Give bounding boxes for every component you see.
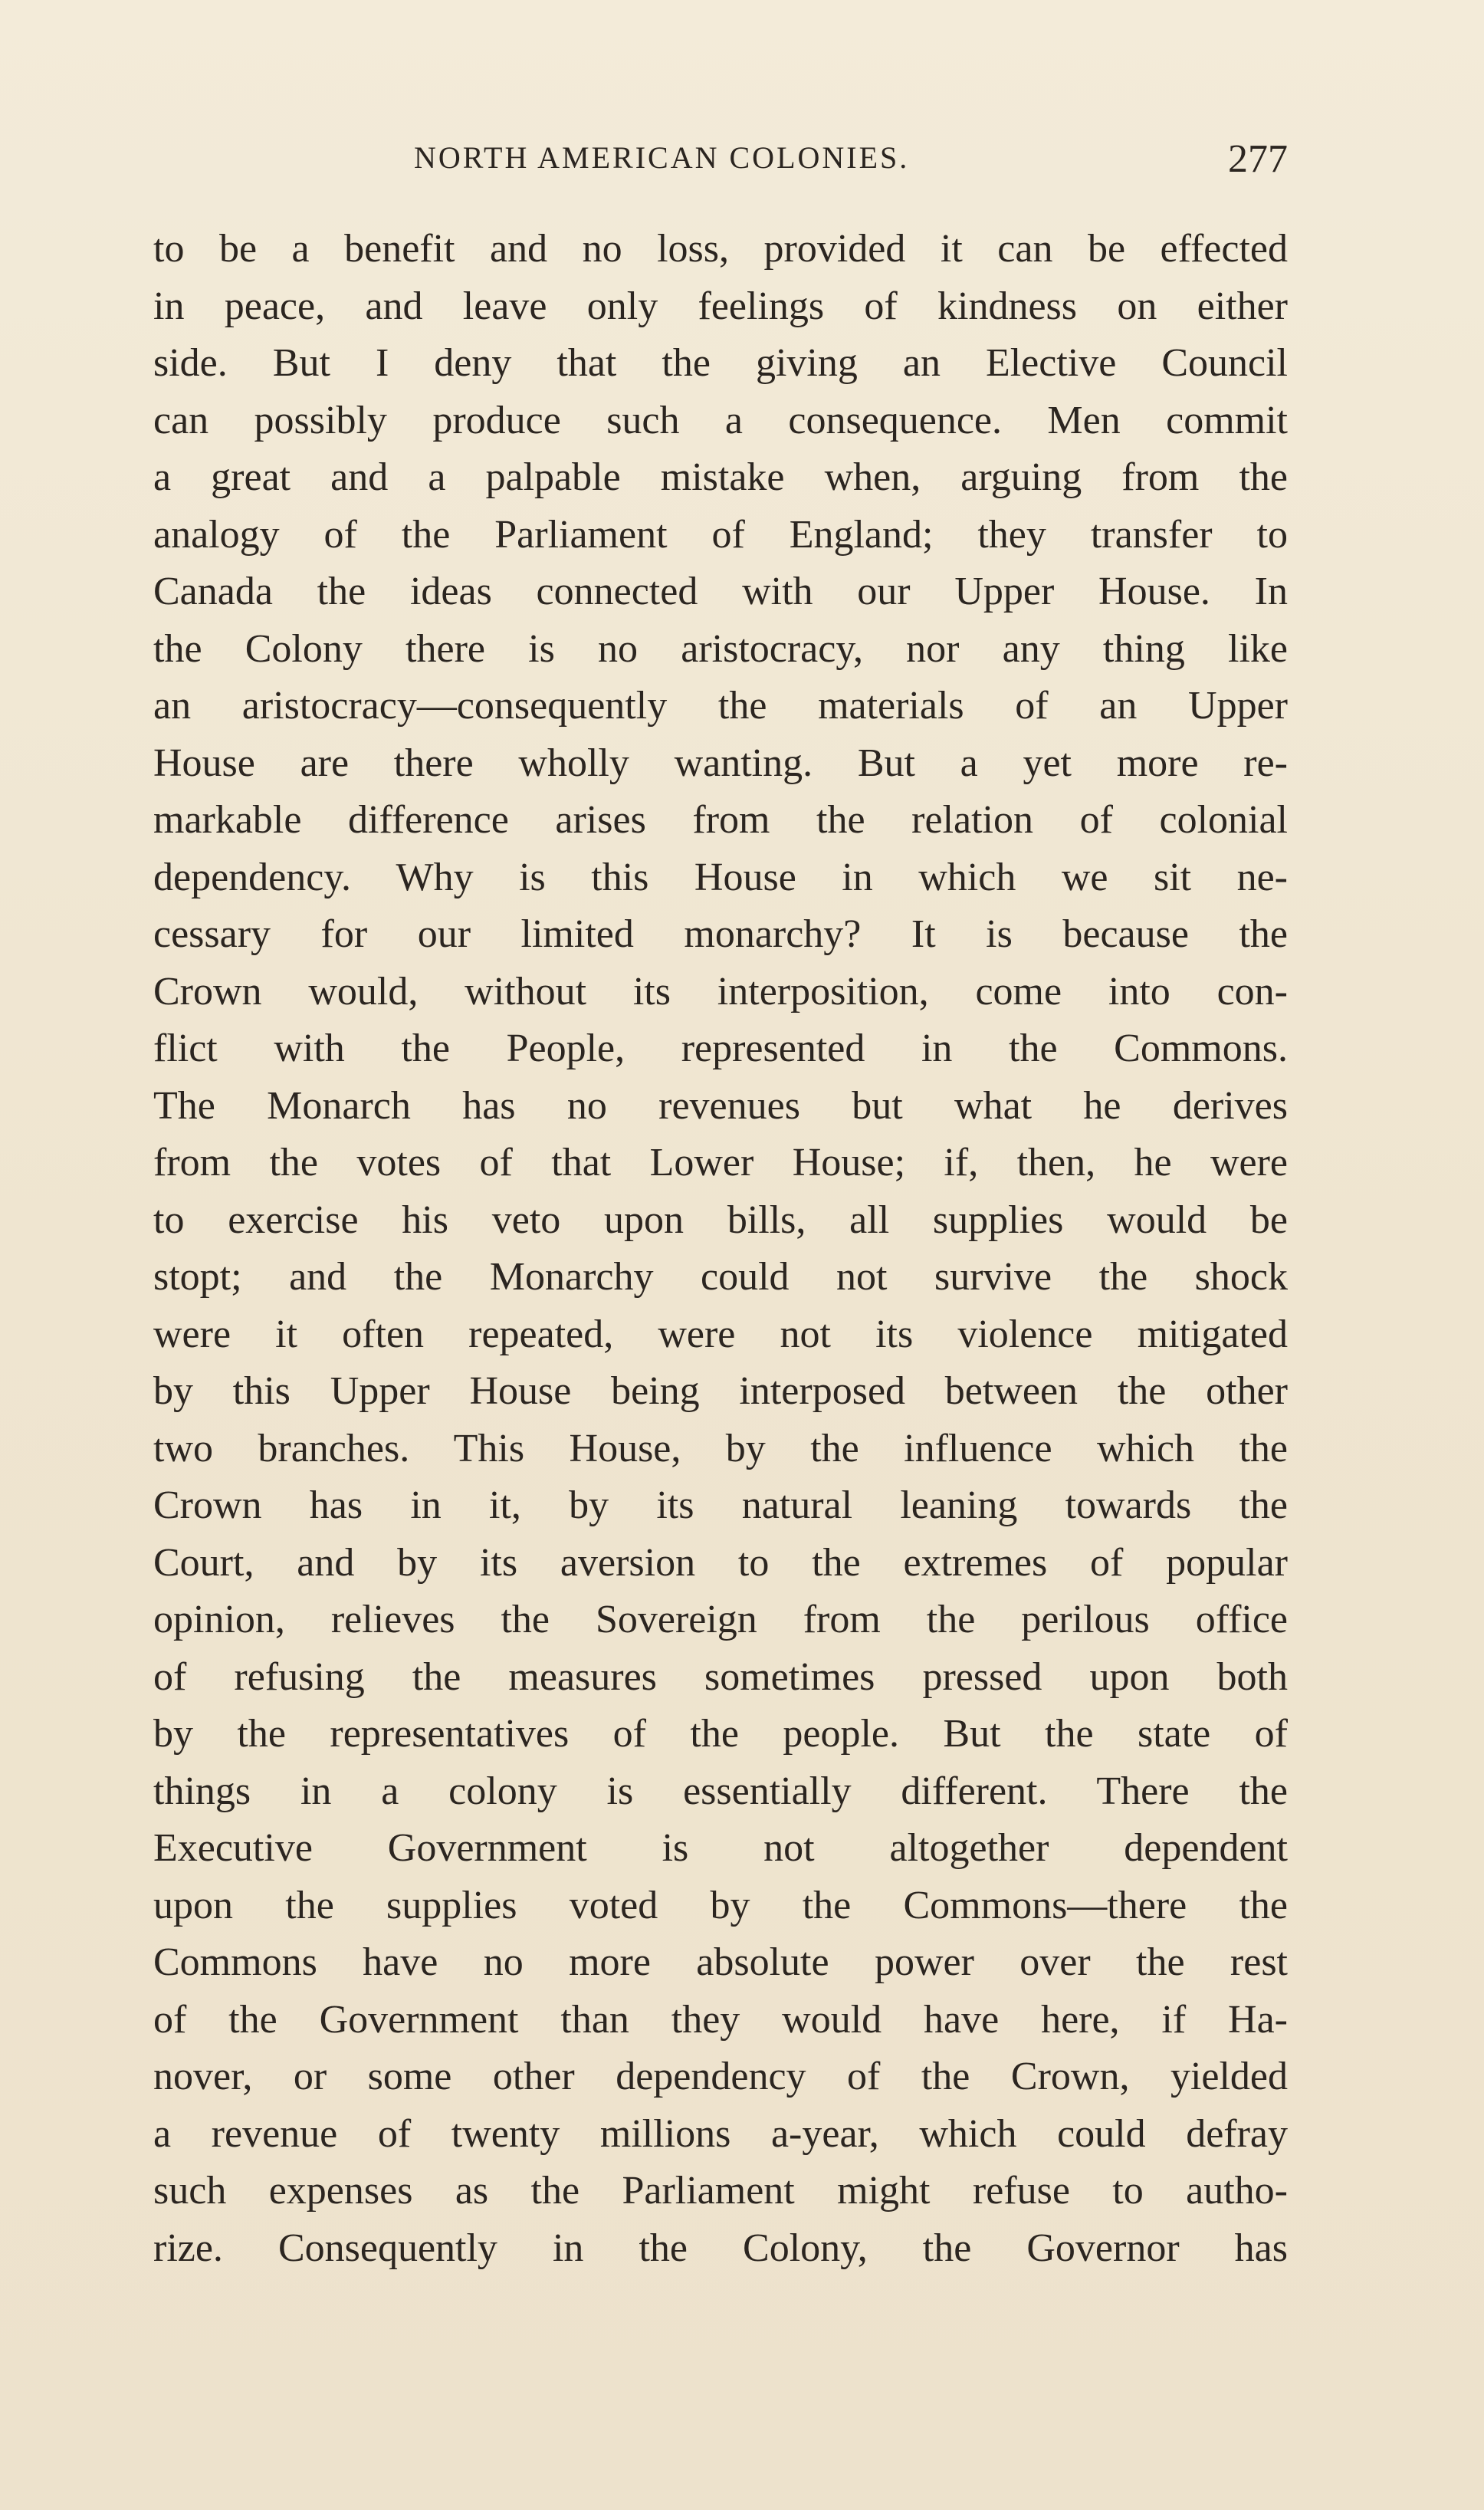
text-line: of refusing the measures sometimes pressed upon both xyxy=(153,1654,1288,1699)
text-line: rize. Consequently in the Colony, the Governor has xyxy=(153,2226,1288,2270)
text-line: Crown would, without its interposition, come into con- xyxy=(153,969,1288,1014)
text-line: an aristocracy—consequently the materials of an Upper xyxy=(153,684,1288,728)
text-line: by the representatives of the people. But the state of xyxy=(153,1712,1288,1756)
text-line: cessary for our limited monarchy? It is because the xyxy=(153,912,1288,956)
text-line: flict with the People, represented in the Commons. xyxy=(153,1027,1288,1070)
page-header xyxy=(153,137,1288,201)
text-line: were it often repeated, were not its violence mitigated xyxy=(153,1312,1288,1356)
text-line: upon the supplies voted by the Commons—there the xyxy=(153,1883,1288,1927)
text-line: the Colony there is no aristocracy, nor any thing like xyxy=(153,626,1288,671)
text-line: side. But I deny that the giving an Elective Council xyxy=(153,341,1288,385)
text-line: from the votes of that Lower House; if, then, he were xyxy=(153,1141,1288,1184)
text-line: opinion, relieves the Sovereign from the perilous office xyxy=(153,1598,1288,1641)
text-line: markable difference arises from the relation of colonial xyxy=(153,798,1288,842)
text-line: a great and a palpable mistake when, arguing from the xyxy=(153,455,1288,499)
text-line: nover, or some other dependency of the Crown, yielded xyxy=(153,2055,1288,2098)
text-line: such expenses as the Parliament might refuse to autho- xyxy=(153,2169,1288,2213)
text-line: in peace, and leave only feelings of kindness on either xyxy=(153,284,1288,328)
text-line: of the Government than they would have here, if Ha- xyxy=(153,1997,1288,2042)
page-number: 277 xyxy=(1228,137,1288,181)
running-head: NORTH AMERICAN COLONIES. xyxy=(414,140,910,175)
text-line: Executive Government is not altogether dependent xyxy=(153,1826,1288,1870)
text-line: House are there wholly wanting. But a yet more re- xyxy=(153,741,1288,785)
text-line: dependency. Why is this House in which we sit ne- xyxy=(153,855,1288,899)
text-line: The Monarch has no revenues but what he derives xyxy=(153,1083,1288,1128)
text-line: Court, and by its aversion to the extremes of popular xyxy=(153,1540,1288,1585)
text-line: Canada the ideas connected with our Upper House. In xyxy=(153,570,1288,613)
text-line: things in a colony is essentially different. There the xyxy=(153,1769,1288,1813)
text-line: to be a benefit and no loss, provided it can be effected xyxy=(153,227,1288,271)
text-line: a revenue of twenty millions a-year, which could defray xyxy=(153,2111,1288,2156)
text-line: by this Upper House being interposed between the other xyxy=(153,1369,1288,1413)
text-line: Crown has in it, by its natural leaning towards the xyxy=(153,1483,1288,1527)
text-line: Commons have no more absolute power over the rest xyxy=(153,1940,1288,1984)
text-line: can possibly produce such a consequence. Men commit xyxy=(153,398,1288,442)
text-line: two branches. This House, by the influence which the xyxy=(153,1426,1288,1470)
text-line: stopt; and the Monarchy could not survive the shock xyxy=(153,1255,1288,1299)
text-line: analogy of the Parliament of England; they transfer to xyxy=(153,512,1288,557)
text-line: to exercise his veto upon bills, all supplies would be xyxy=(153,1198,1288,1242)
body-text xyxy=(153,221,1288,2277)
